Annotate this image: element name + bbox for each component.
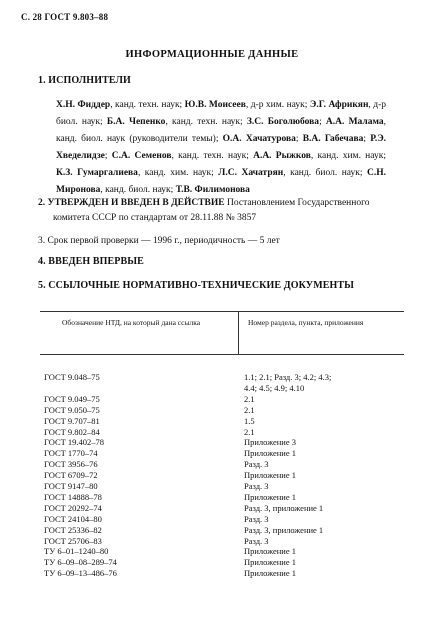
table-row bbox=[44, 448, 404, 459]
author-name: А.А. Малама bbox=[325, 117, 384, 127]
author-description: , канд. биол. наук; bbox=[100, 185, 176, 195]
table-cell-ref: 2.1 bbox=[244, 404, 255, 415]
table-row bbox=[44, 394, 404, 405]
table-top-rule bbox=[40, 311, 404, 312]
table-row bbox=[44, 503, 404, 514]
table-cell-doc: ГОСТ 1770–74 bbox=[44, 448, 98, 459]
table-cell-doc: ГОСТ 9.049–75 bbox=[44, 393, 100, 404]
author-name: К.З. Гумаргалиева bbox=[56, 168, 138, 178]
author-description: ; bbox=[319, 117, 326, 127]
table-row bbox=[44, 470, 404, 481]
table-cell-ref: Разд. 3 bbox=[244, 535, 269, 546]
table-cell-ref: 1.5 bbox=[244, 415, 255, 426]
table-cell-doc: ТУ 6–09–08–289–74 bbox=[44, 557, 117, 568]
author-name: Р.Э. Хведелидзе bbox=[56, 134, 387, 161]
table-row bbox=[44, 437, 404, 448]
author-description: , канд. хим. наук; bbox=[310, 151, 387, 161]
page-header: С. 28 ГОСТ 9.803–88 bbox=[21, 12, 109, 22]
section-1-heading: 1. ИСПОЛНИТЕЛИ bbox=[38, 75, 131, 86]
section-2 bbox=[38, 196, 383, 211]
page-title: ИНФОРМАЦИОННЫЕ ДАННЫЕ bbox=[125, 49, 299, 60]
author-name: А.А. Рыжков bbox=[253, 151, 311, 161]
table-row bbox=[44, 546, 404, 557]
table-cell-doc: ГОСТ 9.048–75 bbox=[44, 372, 100, 382]
author-description: ; bbox=[363, 134, 371, 144]
table-row bbox=[44, 481, 404, 492]
table-cell-ref: Разд. 3, приложение 1 bbox=[244, 524, 324, 535]
author-description: , канд. хим. наук; bbox=[137, 168, 219, 178]
table-row bbox=[44, 514, 404, 525]
table-cell-doc: ГОСТ 25706–83 bbox=[44, 535, 102, 546]
table-row bbox=[44, 427, 404, 438]
table-row bbox=[44, 525, 404, 536]
table-cell-ref: Приложение 3 bbox=[244, 437, 296, 448]
table-cell-ref: 2.1 bbox=[244, 393, 255, 404]
author-name: Х.Н. Фиддер bbox=[56, 100, 111, 110]
author-description: , д-р биол. наук; bbox=[56, 100, 386, 127]
table-cell-ref: Приложение 1 bbox=[244, 470, 296, 481]
table-cell-ref: Разд. 3 bbox=[244, 513, 269, 524]
table-cell-doc: ГОСТ 3956–76 bbox=[44, 459, 98, 470]
section-2-text-2: комитета СССР по стандартам от 28.11.88 № 3857 bbox=[53, 213, 257, 223]
section-5-heading: 5. ССЫЛОЧНЫЕ НОРМАТИВНО-ТЕХНИЧЕСКИЕ ДОКУМЕНТЫ bbox=[38, 280, 355, 291]
table-cell-ref: Разд. 3, приложение 1 bbox=[244, 502, 324, 513]
table-cell-doc: ГОСТ 9.707–81 bbox=[44, 415, 100, 426]
table-cell-doc: ТУ 6–01–1240–80 bbox=[44, 546, 109, 557]
authors-paragraph bbox=[56, 97, 386, 199]
table-row bbox=[44, 568, 404, 579]
table-cell-ref: 4.4; 4.5; 4.9; 4.10 bbox=[244, 382, 305, 393]
table-row bbox=[44, 557, 404, 568]
table-cell-ref: 1.1; 2.1; Разд. 3; 4.2; 4.3; bbox=[244, 372, 332, 382]
table-row bbox=[44, 459, 404, 470]
author-description: , канд. техн. наук; bbox=[110, 100, 185, 110]
table-cell-ref: Разд. 3 bbox=[244, 459, 269, 470]
table-cell-ref: 2.1 bbox=[244, 426, 255, 437]
table-cell-ref: Приложение 1 bbox=[244, 448, 296, 459]
section-2-text-1: Постановлением Государственного bbox=[224, 198, 370, 208]
author-description: , канд. техн. наук; bbox=[171, 151, 254, 161]
table-cell-doc: ГОСТ 24104–80 bbox=[44, 513, 102, 524]
table-row bbox=[44, 405, 404, 416]
author-name: В.А. Габечава bbox=[302, 134, 364, 144]
author-description: , д-р хим. наук; bbox=[245, 100, 310, 110]
table-header-ref: Номер раздела, пункта, приложения bbox=[248, 318, 364, 327]
author-description: ; bbox=[104, 151, 112, 161]
author-description: , канд. биол. наук (руководители темы); bbox=[56, 117, 386, 144]
table-row bbox=[44, 492, 404, 503]
table-row bbox=[44, 536, 404, 547]
author-name: Т.В. Филимонова bbox=[175, 185, 250, 195]
author-name: С.А. Семенов bbox=[111, 151, 172, 161]
table-cell-ref: Приложение 1 bbox=[244, 568, 296, 579]
section-4-heading: 4. ВВЕДЕН ВПЕРВЫЕ bbox=[38, 256, 144, 267]
author-name: З.С. Боголюбова bbox=[246, 117, 320, 127]
table-row bbox=[44, 372, 404, 383]
author-name: Б.А. Чепенко bbox=[106, 117, 166, 127]
table-header-doc: Обозначение НТД, на который дана ссылка bbox=[62, 318, 201, 327]
table-row bbox=[44, 416, 404, 427]
table-cell-ref: Приложение 1 bbox=[244, 491, 296, 502]
author-description: , канд. техн. наук; bbox=[165, 117, 247, 127]
section-2-heading: 2. УТВЕРЖДЕН И ВВЕДЕН В ДЕЙСТВИЕ bbox=[38, 198, 225, 208]
table-header-rule bbox=[40, 354, 404, 355]
table-cell-doc: ГОСТ 20292–74 bbox=[44, 502, 102, 513]
author-name: О.А. Хачатурова bbox=[222, 134, 296, 144]
table-cell-doc: ГОСТ 9147–80 bbox=[44, 481, 98, 491]
section-3: 3. Срок первой проверки — 1996 г., периодичность — 5 лет bbox=[38, 236, 280, 246]
table-cell-doc: ГОСТ 14888–78 bbox=[44, 491, 102, 502]
author-name: С.Н. Миронова bbox=[56, 168, 387, 195]
table-cell-ref: Приложение 1 bbox=[244, 557, 296, 568]
table-cell-doc: ТУ 6–09–13–486–76 bbox=[44, 568, 117, 579]
table-cell-doc: ГОСТ 9.050–75 bbox=[44, 404, 100, 415]
author-description: ; bbox=[295, 134, 303, 144]
author-name: Ю.В. Моисеев bbox=[184, 100, 246, 110]
table-row bbox=[44, 383, 404, 394]
table-cell-ref: Приложение 1 bbox=[244, 546, 296, 557]
table-cell-ref: Разд. 3 bbox=[244, 481, 269, 491]
author-description: , канд. биол. наук; bbox=[283, 168, 368, 178]
author-name: Л.С. Хачатрян bbox=[218, 168, 284, 178]
table-cell-doc: ГОСТ 19.402–78 bbox=[44, 437, 105, 448]
table-cell-doc: ГОСТ 25336–82 bbox=[44, 524, 102, 535]
table-cell-doc: ГОСТ 6709–72 bbox=[44, 470, 98, 481]
author-name: Э.Г. Африкян bbox=[309, 100, 369, 110]
table-column-divider bbox=[238, 311, 239, 354]
table-cell-doc: ГОСТ 9.802–84 bbox=[44, 426, 100, 437]
